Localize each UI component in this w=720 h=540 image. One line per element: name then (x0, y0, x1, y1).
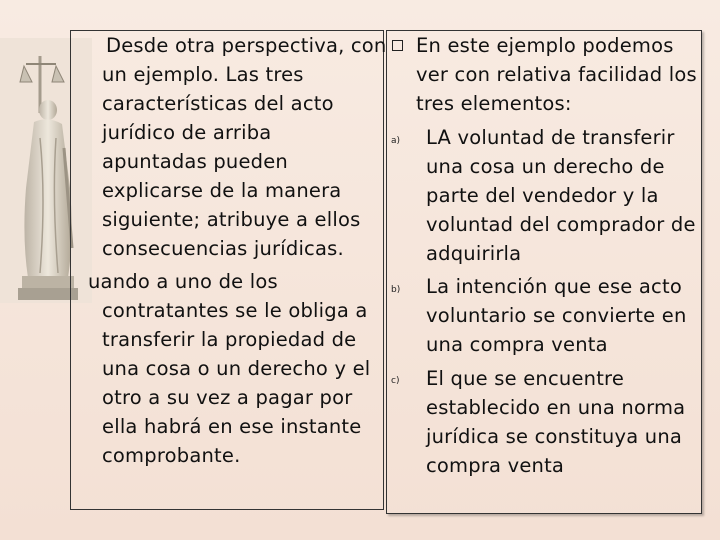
item-marker: c) (391, 376, 400, 386)
item-line: La intención que ese acto (426, 275, 682, 298)
item-line: una compra venta (426, 333, 608, 356)
left-line: otro a su vez a pagar por (102, 386, 353, 409)
item-line: parte del vendedor y la (426, 184, 659, 207)
right-intro-line: tres elementos: (416, 92, 572, 115)
right-paragraph (386, 30, 720, 480)
item-line: adquirirla (426, 242, 522, 265)
item-line: jurídica se constituya una (426, 425, 683, 448)
left-line: explicarse de la manera (102, 179, 342, 202)
left-line: características del acto (102, 92, 334, 115)
item-line: LA voluntad de transferir (426, 126, 675, 149)
left-line: consecuencias jurídicas. (102, 237, 344, 260)
item-line: voluntad del comprador de (426, 213, 696, 236)
left-line: comprobante. (102, 444, 241, 467)
item-line: una cosa un derecho de (426, 155, 665, 178)
left-line: jurídico de arriba (102, 121, 272, 144)
item-marker: b) (391, 285, 401, 295)
left-paragraph (0, 30, 387, 480)
right-intro-line: En este ejemplo podemos (416, 34, 674, 57)
item-line: establecido en una norma (426, 396, 686, 419)
left-line: apuntadas pueden (102, 150, 288, 173)
left-line: un ejemplo. Las tres (102, 63, 304, 86)
left-line: transferir la propiedad de (102, 328, 357, 351)
left-line: siguiente; atribuye a ellos (102, 208, 361, 231)
left-line: uando a uno de los (88, 270, 278, 293)
right-intro-line: ver con relativa facilidad los (416, 63, 697, 86)
left-line: ella habrá en ese instante (102, 415, 362, 438)
left-line: una cosa o un derecho y el (102, 357, 371, 380)
item-line: voluntario se convierte en (426, 304, 687, 327)
item-line: El que se encuentre (426, 367, 625, 390)
item-line: compra venta (426, 454, 565, 477)
left-line: Desde otra perspectiva, con (106, 34, 387, 57)
item-marker: a) (391, 136, 401, 146)
left-line: contratantes se le obliga a (102, 299, 368, 322)
